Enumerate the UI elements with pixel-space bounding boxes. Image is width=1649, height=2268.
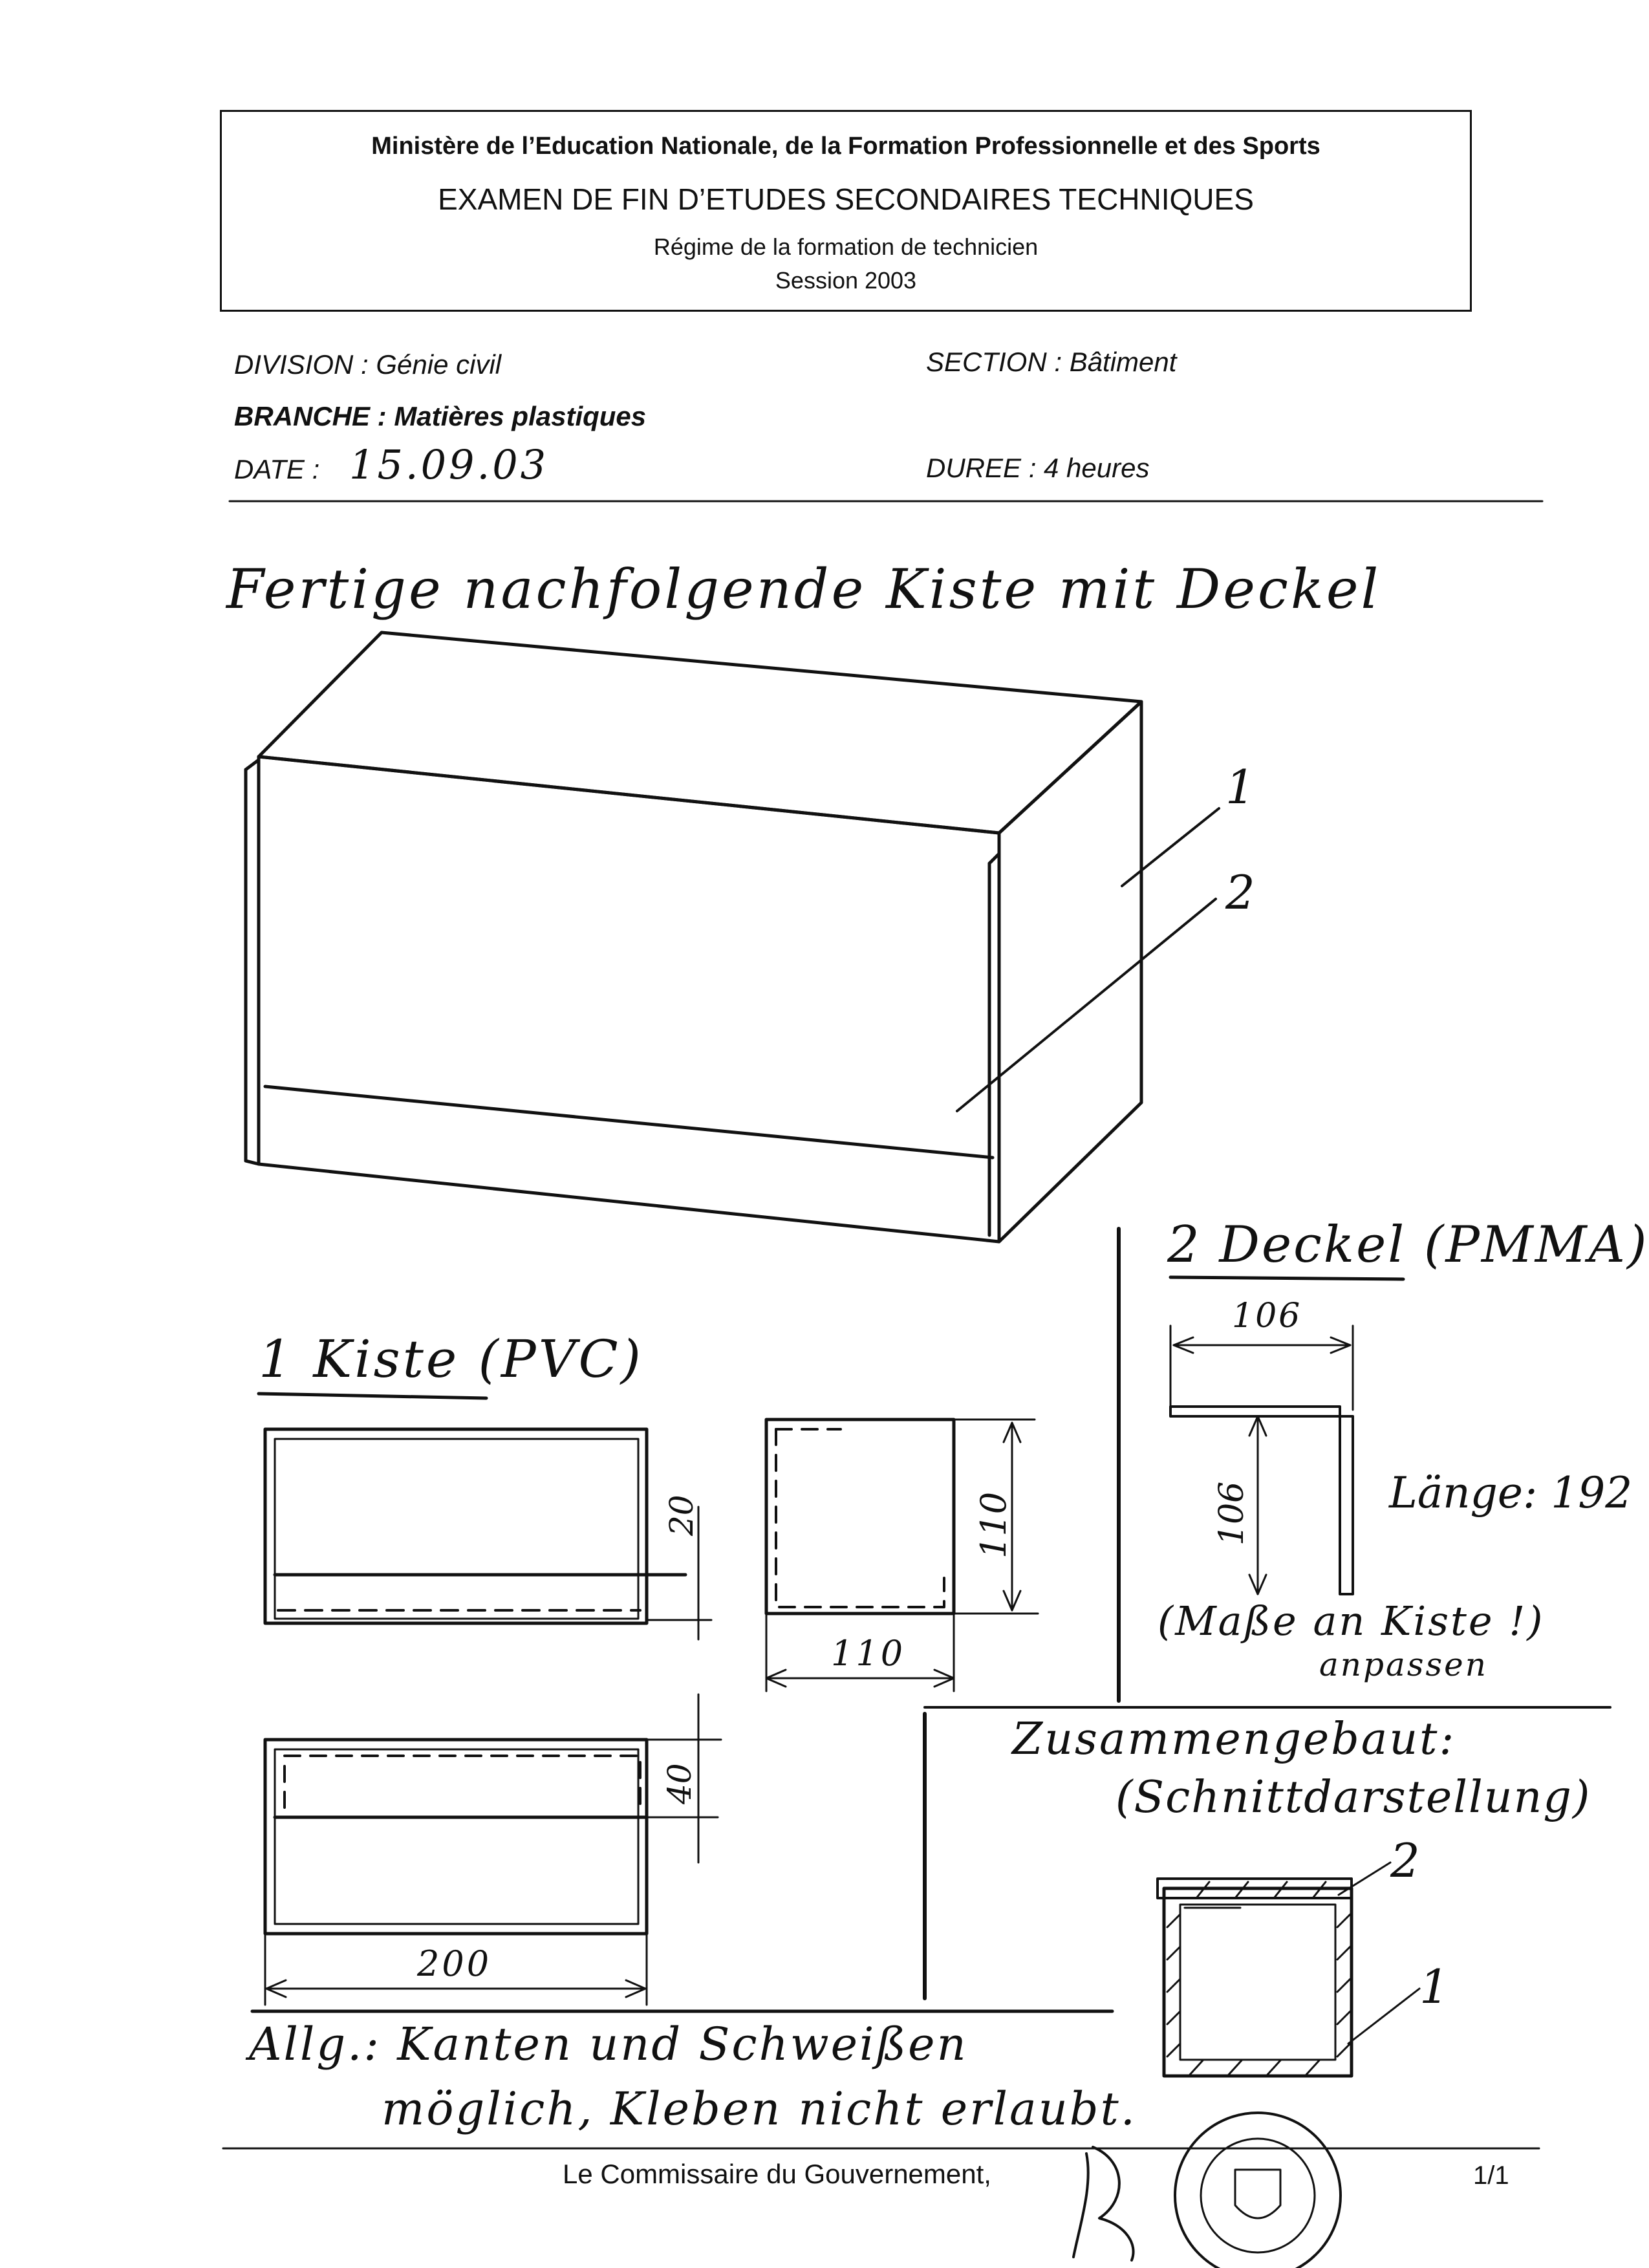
- deckel-profile: [1170, 1326, 1353, 1594]
- dim-40: 40: [661, 1763, 698, 1804]
- general-note-line2: möglich, Kleben nicht erlaubt.: [382, 2082, 1137, 2135]
- kiste-title: 1 Kiste (PVC): [259, 1329, 643, 1389]
- assembled-title-line1: Zusammengebaut:: [1012, 1714, 1456, 1765]
- callout-2: 2: [1225, 865, 1255, 920]
- dim-106-vertical: 106: [1212, 1481, 1251, 1546]
- signature: [1073, 2147, 1134, 2260]
- page-number: 1/1: [1473, 2161, 1509, 2190]
- assembled-label-2: 2: [1390, 1833, 1420, 1888]
- deckel-note-line2: anpassen: [1319, 1646, 1488, 1683]
- division-text: DIVISION : Génie civil: [234, 349, 502, 380]
- deckel-note-line1: (Maße an Kiste !): [1158, 1597, 1545, 1645]
- section-text: SECTION : Bâtiment: [926, 347, 1177, 377]
- date-value: 15.09.03: [349, 441, 549, 488]
- task-title: Fertige nachfolgende Kiste mit Deckel: [226, 557, 1381, 621]
- kiste-top-view: [265, 1694, 721, 2005]
- dim-110-horizontal: 110: [831, 1633, 906, 1674]
- regime-text: Régime de la formation de technicien: [653, 233, 1039, 260]
- ministry-name: Ministère de l’Education Nationale, de la Formation Professionnelle et des Sports: [371, 133, 1320, 160]
- date-label: DATE :: [234, 454, 320, 484]
- official-stamp: [1175, 2113, 1341, 2268]
- dim-110-vertical: 110: [973, 1491, 1014, 1559]
- duree-text: DUREE : 4 heures: [926, 453, 1150, 483]
- dim-200: 200: [417, 1943, 492, 1984]
- assembled-title-line2: (Schnittdarstellung): [1116, 1772, 1591, 1823]
- dim-20: 20: [663, 1495, 700, 1536]
- deckel-title: 2 Deckel (PMMA): [1167, 1216, 1649, 1274]
- dim-106-horizontal: 106: [1232, 1297, 1302, 1335]
- branche-text: BRANCHE : Matières plastiques: [234, 401, 647, 431]
- assembled-section: [1158, 1863, 1419, 2076]
- laenge-text: Länge: 192: [1389, 1468, 1633, 1518]
- isometric-box: [246, 632, 1219, 1242]
- session-text: Session 2003: [775, 267, 917, 294]
- kiste-front-view: [265, 1429, 711, 1639]
- exam-title: EXAMEN DE FIN D’ETUDES SECONDAIRES TECHNIQUES: [438, 182, 1254, 216]
- assembled-label-1: 1: [1419, 1960, 1449, 2014]
- general-note-line1: Allg.: Kanten und Schweißen: [249, 2018, 968, 2071]
- callout-1: 1: [1225, 760, 1255, 814]
- commissaire-text: Le Commissaire du Gouvernement,: [563, 2159, 991, 2189]
